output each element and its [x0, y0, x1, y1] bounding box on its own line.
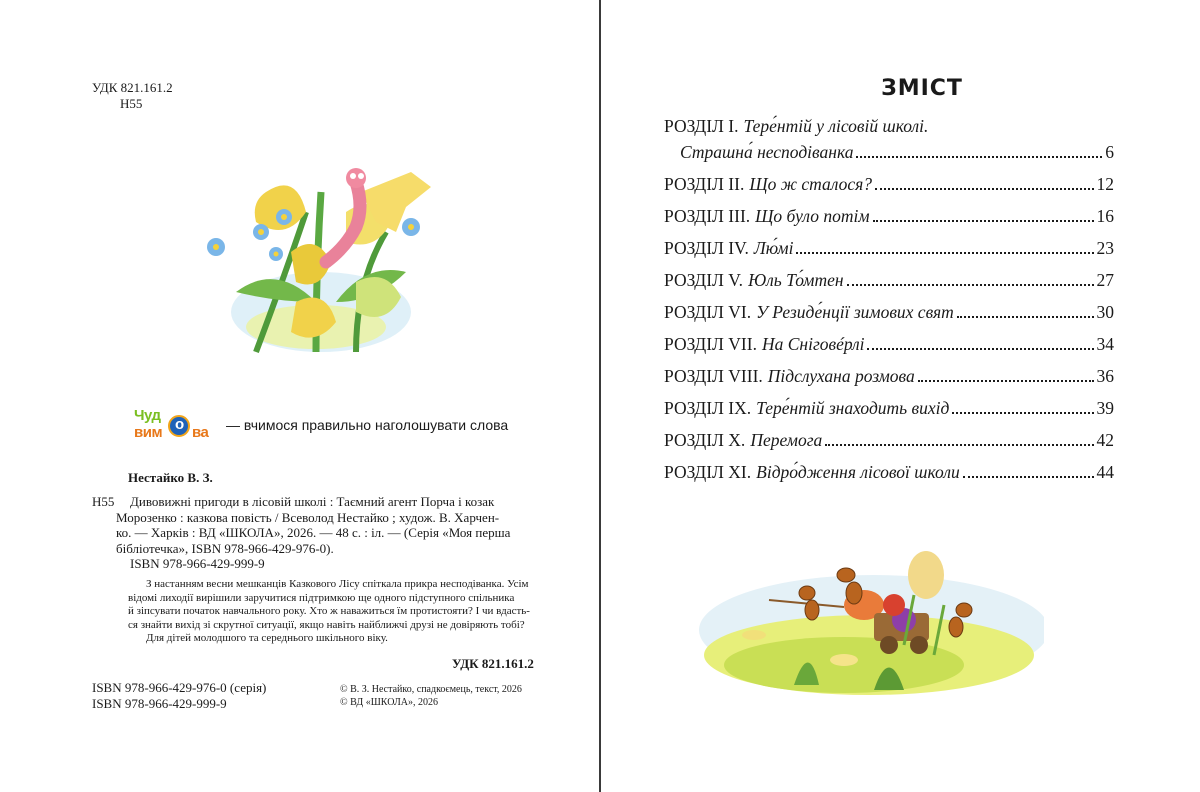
toc-leader-dots: [847, 284, 1094, 286]
toc-leader-dots: [873, 220, 1094, 222]
toc-chapter-title: Тере́нтій знаходить вихід: [756, 398, 950, 418]
toc-page-number: 12: [1096, 174, 1114, 194]
isbn-series: ISBN 978-966-429-976-0 (серія): [92, 680, 267, 695]
toc-leader-dots: [963, 476, 1094, 478]
toc-entry[interactable]: [664, 334, 1114, 366]
description-line: Дивовижні пригоди в лісовій школі : Таємний агент Порча і козак: [130, 494, 495, 509]
toc-title: ЗМІСТ: [881, 76, 963, 101]
toc-chapter-title: Юль То́мтен: [748, 270, 844, 290]
page-divider: [599, 0, 601, 792]
toc-entry[interactable]: [664, 366, 1114, 398]
toc-entry[interactable]: [664, 270, 1114, 302]
toc-chapter-label: РОЗДІЛ X.: [664, 430, 746, 450]
toc-entry[interactable]: [664, 398, 1114, 430]
toc-entry-continuation[interactable]: [664, 142, 1114, 174]
udk-code: УДК 821.161.2: [92, 80, 173, 95]
toc-entry[interactable]: [664, 462, 1114, 494]
toc-leader-dots: [875, 188, 1094, 190]
toc-chapter-label: РОЗДІЛ VI.: [664, 302, 752, 322]
toc-chapter-title: Страшна́ несподіванка: [680, 142, 854, 162]
annotation-line: й зіпсувати початок навчального року. Хто ж наважиться їм протистояти? І чи вдасть-: [128, 605, 530, 617]
toc-leader-dots: [796, 252, 1093, 254]
description-line: ко. — Харків : ВД «ШКОЛА», 2026. — 48 с. : іл. — (Серія «Моя перша: [116, 525, 511, 540]
toc-entry[interactable]: [664, 174, 1114, 206]
toc-chapter-label: РОЗДІЛ IV.: [664, 238, 749, 258]
isbn-list: [92, 680, 266, 712]
toc-chapter-title: На Сніговéрлі: [761, 334, 865, 354]
toc-chapter-title: Що ж сталося?: [749, 174, 872, 194]
copyright-line: © ВД «ШКОЛА», 2026: [340, 696, 438, 708]
toc-page-number: 34: [1096, 334, 1114, 354]
toc-page-number: 39: [1096, 398, 1114, 418]
toc-page-number: 44: [1096, 462, 1114, 482]
annotation-line: ся знайти вихід зі скрутної ситуації, якщо навіть найближчі друзі не довіряють тобі?: [128, 618, 525, 631]
toc-entry[interactable]: [664, 116, 1114, 142]
toc-page-number: 27: [1096, 270, 1114, 290]
toc-chapter-title: Лю́мі: [753, 238, 794, 258]
copyright-block: [340, 684, 522, 709]
annotation-line: З настанням весни мешканців Казкового Лісу спіткала прикра несподіванка. Усім: [146, 578, 529, 590]
flower-caterpillar-illustration: [196, 152, 446, 357]
toc-leader-dots: [952, 412, 1093, 414]
udk-bottom: УДК 821.161.2: [452, 656, 534, 671]
toc-page-number: 42: [1096, 430, 1114, 450]
toc-page-number: 6: [1105, 142, 1114, 162]
annotation: [128, 578, 540, 646]
series-banner: [134, 405, 508, 445]
bibliographic-description: [92, 494, 540, 572]
logo-text-ending: ва: [192, 424, 209, 441]
toc-chapter-label: РОЗДІЛ VII.: [664, 334, 757, 354]
toc-chapter-title: Підслухана розмова: [767, 366, 915, 386]
logo-ball-icon: о: [168, 415, 190, 437]
toc-chapter-title: У Резиде́нції зимових свят: [756, 302, 954, 322]
toc-page-number: 23: [1096, 238, 1114, 258]
toc-leader-dots: [957, 316, 1094, 318]
toc-chapter-title: Що було потім: [755, 206, 870, 226]
description-line: Морозенко : казкова повість / Всеволод Нестайко ; худож. В. Харчен-: [116, 509, 500, 525]
table-of-contents: [664, 116, 1114, 494]
isbn-book: ISBN 978-966-429-999-9: [92, 696, 227, 711]
toc-chapter-label: РОЗДІЛ VIII.: [664, 366, 763, 386]
annotation-line: відомі лиходії вирішили заручитися підтримкою ще одного підступного спільника: [128, 591, 515, 604]
author-heading: Нестайко В. З.: [128, 470, 213, 485]
series-tagline: — вчимося правильно наголошувати слова: [226, 417, 509, 433]
toc-leader-dots: [867, 348, 1093, 350]
author-index: Н55: [120, 96, 143, 111]
toc-chapter-title: Тере́нтій у лісовій школі.: [743, 116, 929, 136]
toc-page-number: 36: [1096, 366, 1114, 386]
logo-text-top: Чуд: [134, 407, 161, 424]
copyright-line: © В. З. Нестайко, спадкоємець, текст, 2026: [340, 684, 522, 695]
toc-entry[interactable]: [664, 238, 1114, 270]
toc-entry[interactable]: [664, 430, 1114, 462]
toc-chapter-label: РОЗДІЛ XI.: [664, 462, 752, 482]
toc-entry[interactable]: [664, 206, 1114, 238]
toc-chapter-label: РОЗДІЛ IX.: [664, 398, 752, 418]
toc-chapter-title: Перемога: [750, 430, 823, 450]
toc-entry[interactable]: [664, 302, 1114, 334]
toc-chapter-label: РОЗДІЛ III.: [664, 206, 751, 226]
udk-top: [92, 80, 173, 112]
isbn-line: ISBN 978-966-429-999-9: [130, 556, 265, 571]
toc-page-number: 30: [1096, 302, 1114, 322]
toc-chapter-label: РОЗДІЛ I.: [664, 116, 739, 136]
toc-chapter-label: РОЗДІЛ V.: [664, 270, 744, 290]
description-line: бібліотечка», ISBN 978-966-429-976-0).: [116, 540, 334, 556]
ants-cart-illustration: [694, 535, 1044, 710]
toc-page-number: 16: [1096, 206, 1114, 226]
index-code: Н55: [92, 494, 115, 509]
chudova-vymova-logo: [134, 407, 220, 443]
toc-leader-dots: [825, 444, 1093, 446]
toc-chapter-title: Відро́дження лісової школи: [756, 462, 960, 482]
toc-leader-dots: [918, 380, 1094, 382]
logo-text-bottom: вим: [134, 424, 163, 441]
contents-page: [602, 0, 1200, 792]
annotation-line: Для дітей молодшого та середнього шкільного віку.: [146, 632, 388, 644]
toc-chapter-label: РОЗДІЛ II.: [664, 174, 745, 194]
toc-leader-dots: [856, 156, 1102, 158]
